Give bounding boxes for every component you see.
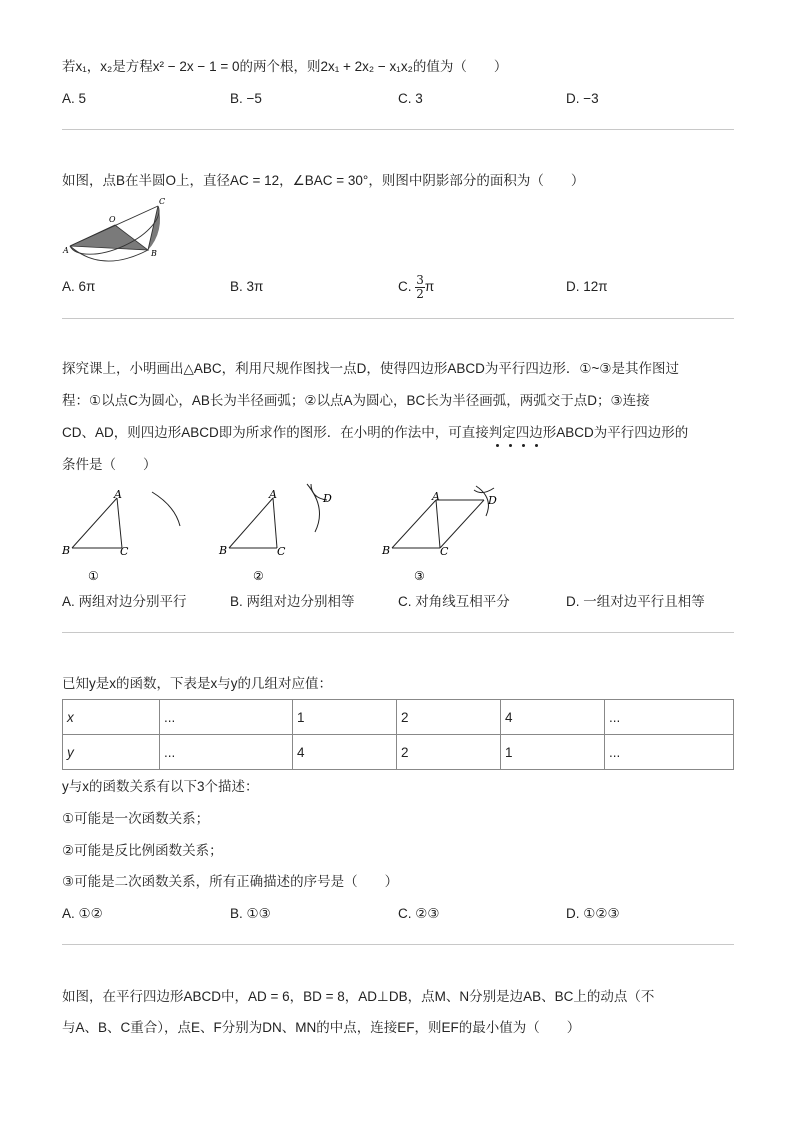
fig-label-b: B xyxy=(151,249,157,258)
fig3-label-b: B xyxy=(382,544,391,557)
q3-line-2: 程：①以点C为圆心，AB长为半径画弧；②以点A为圆心，BC长为半径画弧，两弧交于点D；③连接 xyxy=(62,393,650,408)
fig-label-c: C xyxy=(159,197,166,206)
table-cell: 4 xyxy=(501,700,605,735)
q3-option-b[interactable]: B. 两组对边分别相等 xyxy=(230,594,355,609)
q5-line-2: 与A、B、C重合），点E、F分别为DN、MN的中点，连接EF，则EF的最小值为（ ） xyxy=(62,1020,581,1035)
semicircle-figure xyxy=(62,196,174,266)
construction-figure-3 xyxy=(378,482,528,586)
q2-option-c[interactable] xyxy=(398,268,434,306)
q4-option-a[interactable]: A. ①② xyxy=(62,906,103,921)
fig2-caption: ② xyxy=(253,569,264,583)
fig-label-o: O xyxy=(109,215,116,224)
q4-option-d[interactable]: D. ①②③ xyxy=(566,906,620,921)
q2-option-a[interactable]: A. 6π xyxy=(62,279,96,294)
fraction-numerator: 3 xyxy=(416,272,424,287)
q2-stem: 如图，点B在半圆O上，直径AC = 12，∠BAC = 30°，则图中阴影部分的面积为（ ） xyxy=(62,173,585,188)
fig3-caption: ③ xyxy=(414,569,425,583)
q1-option-c[interactable]: C. 3 xyxy=(398,91,423,106)
q4-option-c[interactable]: C. ②③ xyxy=(398,906,440,921)
q5-line-1: 如图，在平行四边形ABCD中，AD = 6，BD = 8，AD⊥DB，点M、N分别是边AB、BC上的动点（不 xyxy=(62,989,655,1004)
q1-option-a[interactable]: A. 5 xyxy=(62,91,87,106)
table-cell: ... xyxy=(605,700,734,735)
emphasis-dot xyxy=(535,444,538,447)
q4-description-intro: y与x的函数关系有以下3个描述： xyxy=(62,779,259,794)
q3-option-d[interactable]: D. 一组对边平行且相等 xyxy=(566,594,705,609)
q3-line-3: CD、AD，则四边形ABCD即为所求作的图形．在小明的作法中，可直接判定四边形ABCD为平行四边形的 xyxy=(62,425,689,440)
q1-option-b[interactable]: B. −5 xyxy=(230,91,262,106)
fig2-label-d: D xyxy=(323,492,332,505)
table-cell: 1 xyxy=(501,735,605,770)
q2-option-c-pi: π xyxy=(424,279,435,294)
value-table xyxy=(62,699,734,770)
q3-option-c[interactable]: C. 对角线互相平分 xyxy=(398,594,510,609)
q4-description-3: ③可能是二次函数关系，所有正确描述的序号是（ ） xyxy=(62,874,399,889)
fig2-label-c: C xyxy=(277,545,286,558)
fig1-caption: ① xyxy=(88,569,99,583)
divider xyxy=(62,632,734,633)
fig1-label-a: A xyxy=(114,488,122,501)
divider xyxy=(62,944,734,945)
emphasis-dot xyxy=(522,444,525,447)
table-row xyxy=(63,700,734,735)
construction-figure-1 xyxy=(60,486,190,586)
q3-option-a[interactable]: A. 两组对边分别平行 xyxy=(62,594,187,609)
divider xyxy=(62,129,734,130)
q2-option-c-label: C. xyxy=(398,279,412,294)
q1-stem: 若x₁，x₂是方程x² − 2x − 1 = 0的两个根，则2x₁ + 2x₂ − x₁x₂的值为（ ） xyxy=(62,59,508,74)
fraction xyxy=(415,274,425,301)
table-cell: x xyxy=(63,700,160,735)
fig1-label-c: C xyxy=(120,545,129,558)
divider xyxy=(62,318,734,319)
table-cell: ... xyxy=(160,735,293,770)
fraction-denominator: 2 xyxy=(416,286,424,301)
emphasis-dot xyxy=(509,444,512,447)
q3-line-4: 条件是（ ） xyxy=(62,457,157,472)
table-cell: 4 xyxy=(293,735,397,770)
table-row xyxy=(63,735,734,770)
table-cell: y xyxy=(63,735,160,770)
fig3-label-c: C xyxy=(440,545,449,558)
fig1-label-b: B xyxy=(62,544,71,557)
table-cell: 2 xyxy=(397,735,501,770)
q1-option-d[interactable]: D. −3 xyxy=(566,91,599,106)
fig2-label-a: A xyxy=(269,488,277,501)
fig2-label-b: B xyxy=(219,544,228,557)
q4-stem: 已知y是x的函数，下表是x与y的几组对应值： xyxy=(62,676,332,691)
q2-option-d[interactable]: D. 12π xyxy=(566,279,608,294)
table-cell: 1 xyxy=(293,700,397,735)
q4-description-2: ②可能是反比例函数关系； xyxy=(62,843,223,858)
construction-figure-2 xyxy=(215,482,355,586)
table-cell: 2 xyxy=(397,700,501,735)
fig3-label-a: A xyxy=(432,490,440,503)
fig3-label-d: D xyxy=(488,494,497,507)
table-cell: ... xyxy=(605,735,734,770)
q2-option-b[interactable]: B. 3π xyxy=(230,279,264,294)
table-cell: ... xyxy=(160,700,293,735)
q4-option-b[interactable]: B. ①③ xyxy=(230,906,271,921)
q3-line-1: 探究课上，小明画出△ABC，利用尺规作图找一点D，使得四边形ABCD为平行四边形．①~③是其作图过 xyxy=(62,361,679,376)
emphasis-dot xyxy=(496,444,499,447)
fig-label-a: A xyxy=(63,246,69,255)
q4-description-1: ①可能是一次函数关系； xyxy=(62,811,210,826)
